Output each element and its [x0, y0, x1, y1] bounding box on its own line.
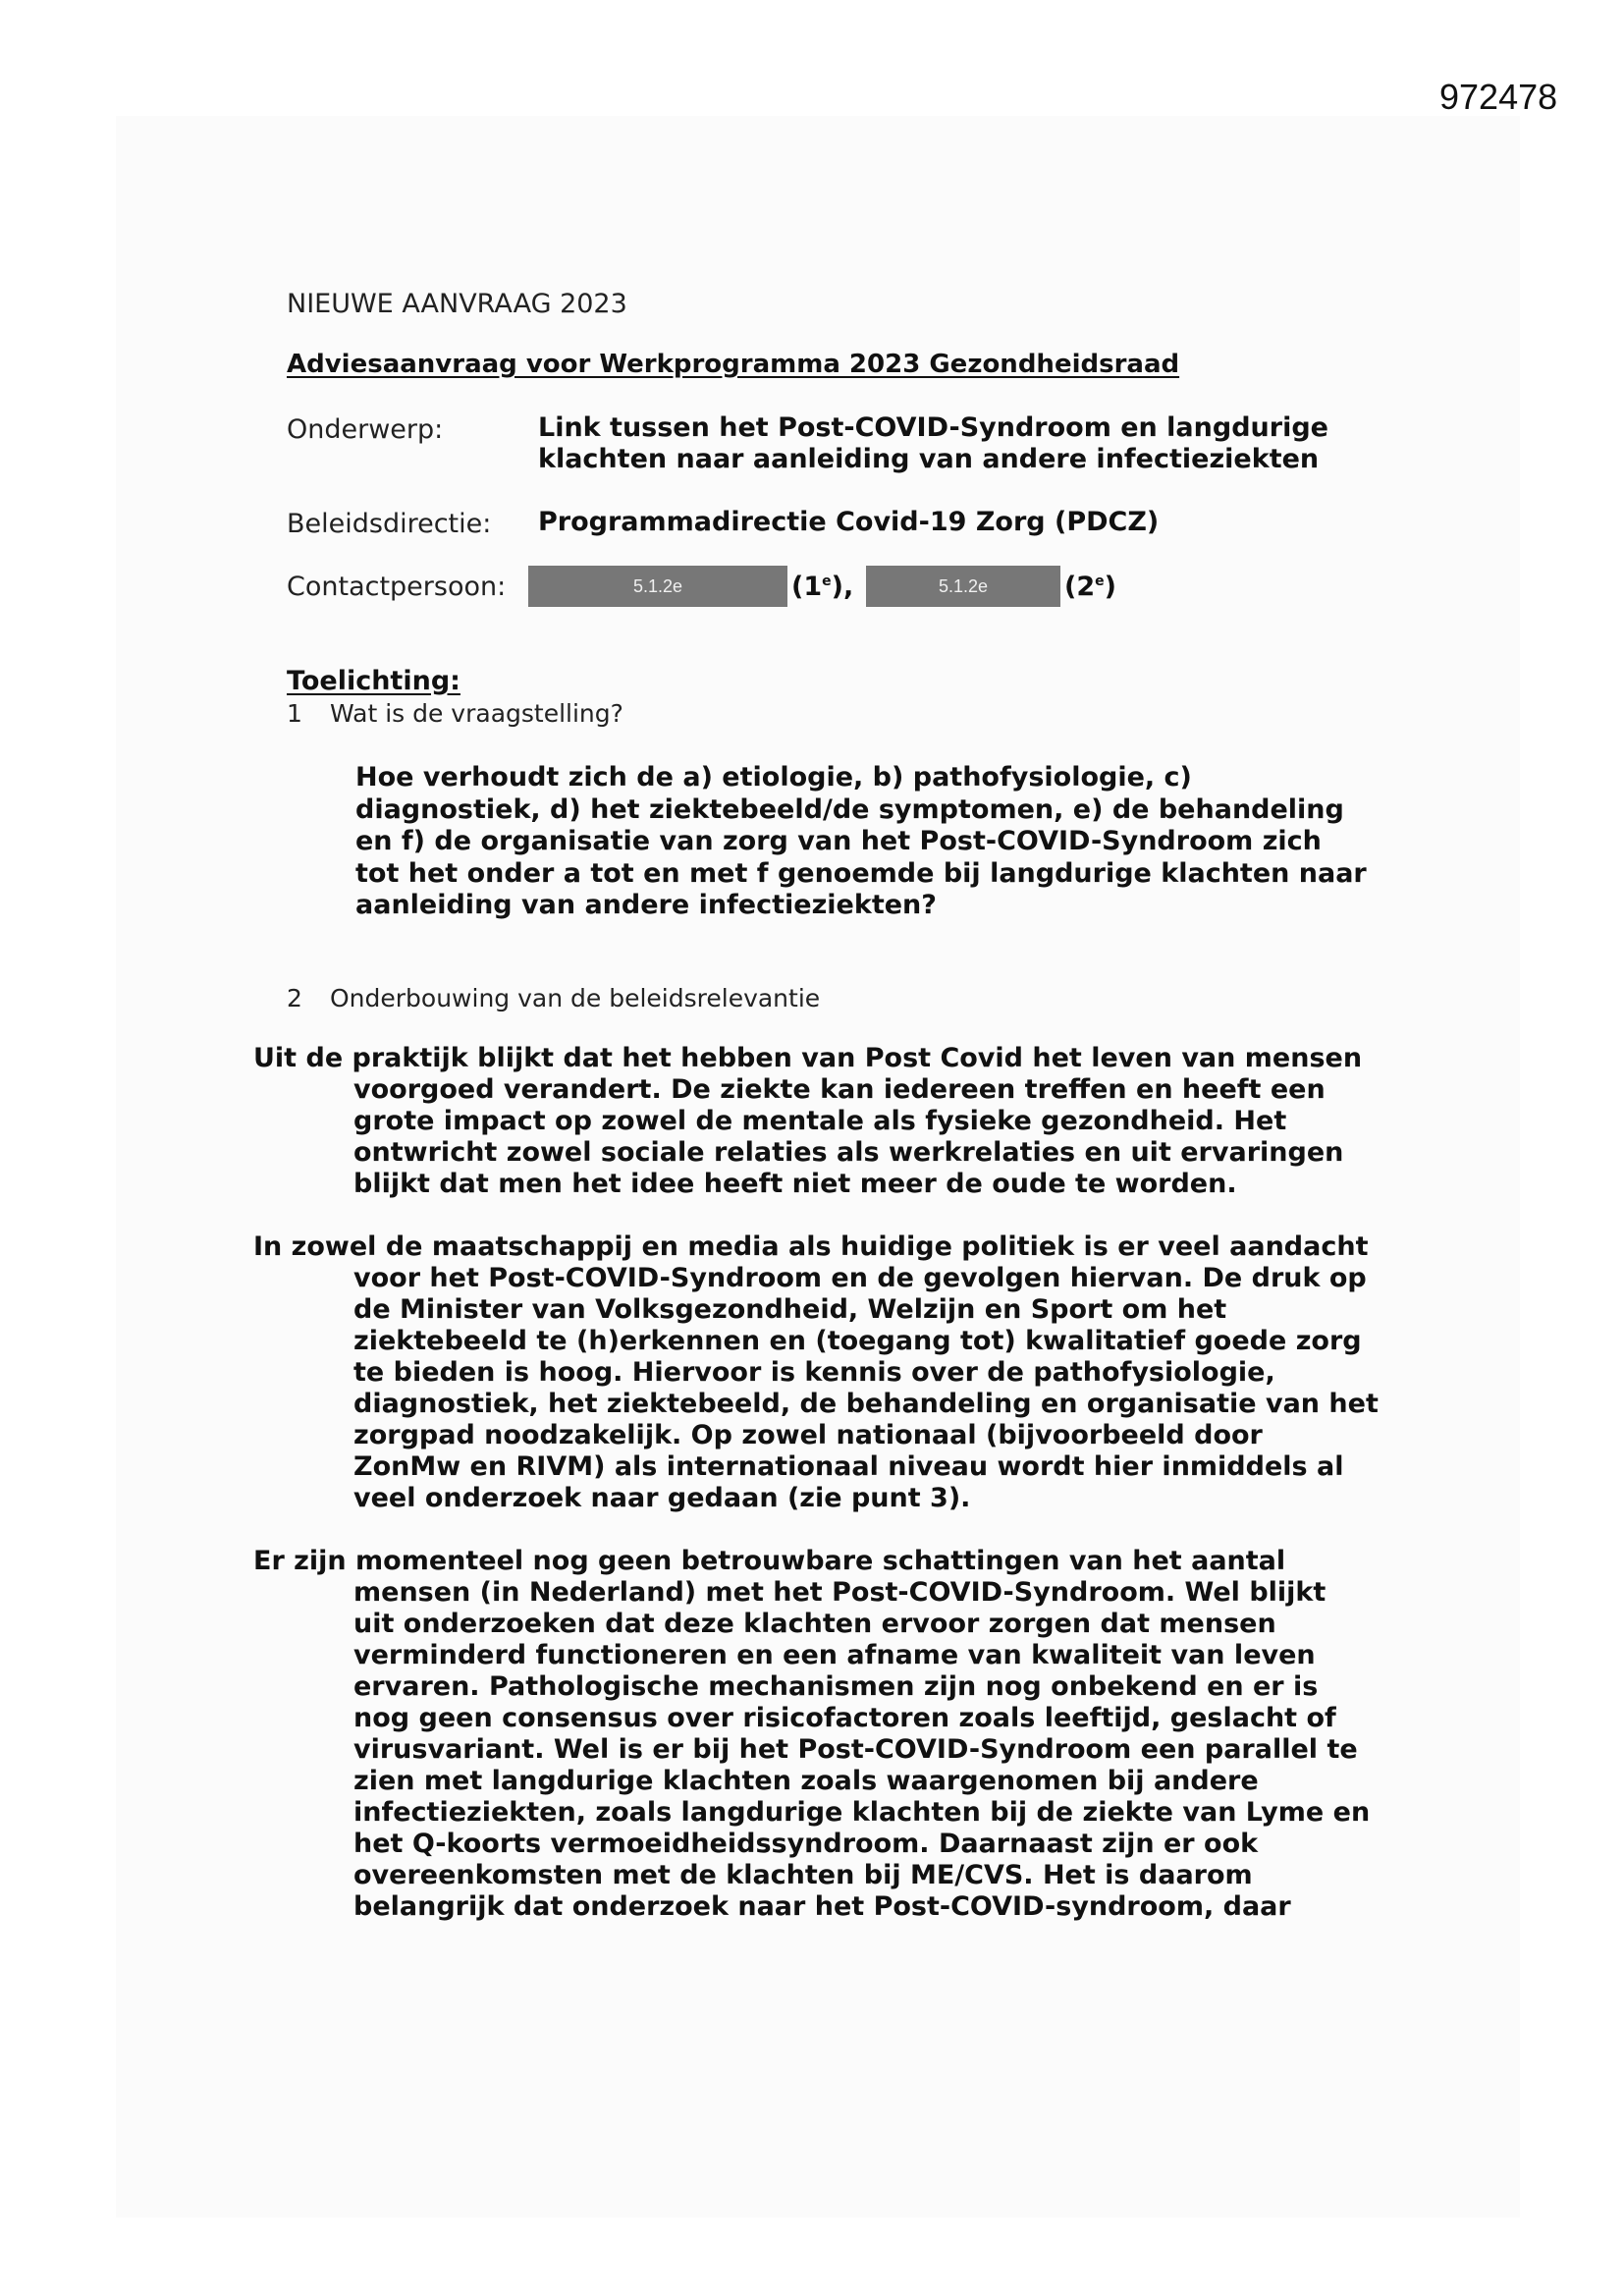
paragraph-line: te bieden is hoog. Hiervoor is kennis over de pathofysiologie,: [353, 1357, 1275, 1388]
paragraph-line: de Minister van Volksgezondheid, Welzijn en Sport om het: [353, 1294, 1227, 1325]
paragraph-first-line: Er zijn momenteel nog geen betrouwbare schattingen van het aantal: [253, 1546, 1286, 1576]
paragraph-line: belangrijk dat onderzoek naar het Post-COVID-syndroom, daar: [353, 1891, 1291, 1922]
contact-suffix-1: (1e),: [791, 572, 854, 602]
paragraph-line: infectieziekten, zoals langdurige klachten bij de ziekte van Lyme en: [353, 1797, 1371, 1828]
directorate-value: Programmadirectie Covid-19 Zorg (PDCZ): [538, 507, 1160, 537]
subject-value: [538, 412, 1328, 475]
paragraph-line: ontwricht zowel sociale relaties als werkrelaties en uit ervaringen: [353, 1137, 1344, 1168]
paragraph-1: [253, 1043, 1362, 1200]
paragraph-line: veel onderzoek naar gedaan (zie punt 3).: [353, 1483, 971, 1513]
paragraph-line: blijkt dat men het idee heeft niet meer de oude te worden.: [353, 1169, 1237, 1199]
answer-line: diagnostiek, d) het ziektebeeld/de symptomen, e) de behandeling: [355, 793, 1344, 825]
directorate-label: Beleidsdirectie:: [287, 509, 492, 539]
question-1-label: Wat is de vraagstelling?: [330, 699, 623, 728]
paragraph-2: [253, 1231, 1379, 1514]
document-title: Adviesaanvraag voor Werkprogramma 2023 Gezondheidsraad: [287, 350, 1180, 379]
paragraph-line: diagnostiek, het ziektebeeld, de behandeling en organisatie van het: [353, 1389, 1379, 1419]
subject-line-1: Link tussen het Post-COVID-Syndroom en langdurige: [538, 412, 1328, 443]
paragraph-line: ervaren. Pathologische mechanismen zijn nog onbekend en er is: [353, 1671, 1319, 1702]
redaction-box-2: 5.1.2e: [866, 566, 1060, 607]
paragraph-line: het Q-koorts vermoeidheidssyndroom. Daarnaast zijn er ook: [353, 1829, 1259, 1859]
paragraph-line: zien met langdurige klachten zoals waargenomen bij andere: [353, 1766, 1259, 1796]
question-1-answer: [355, 762, 1367, 922]
answer-line: tot het onder a tot en met f genoemde bij langdurige klachten naar: [355, 857, 1367, 889]
paragraph-line: overeenkomsten met de klachten bij ME/CVS. Het is daarom: [353, 1860, 1253, 1890]
paragraph-line: mensen (in Nederland) met het Post-COVID-Syndroom. Wel blijkt: [353, 1577, 1326, 1608]
question-2-label: Onderbouwing van de beleidsrelevantie: [330, 984, 821, 1012]
subject-line-2: klachten naar aanleiding van andere infectieziekten: [538, 444, 1320, 474]
paragraph-line: uit onderzoeken dat deze klachten ervoor zorgen dat mensen: [353, 1609, 1276, 1639]
answer-line: Hoe verhoudt zich de a) etiologie, b) pathofysiologie, c): [355, 762, 1192, 793]
paragraph-line: nog geen consensus over risicofactoren zoals leeftijd, geslacht of: [353, 1703, 1336, 1733]
paragraph-first-line: In zowel de maatschappij en media als huidige politiek is er veel aandacht: [253, 1231, 1369, 1262]
question-2-number: 2: [287, 984, 302, 1012]
paragraph-line: voor het Post-COVID-Syndroom en de gevolgen hiervan. De druk op: [353, 1263, 1367, 1293]
paragraph-line: virusvariant. Wel is er bij het Post-COVID-Syndroom een parallel te: [353, 1734, 1358, 1765]
redaction-box-1: 5.1.2e: [528, 566, 787, 607]
paragraph-line: verminderd functioneren en een afname van kwaliteit van leven: [353, 1640, 1316, 1670]
paragraph-line: voorgoed verandert. De ziekte kan iedereen treffen en heeft een: [353, 1074, 1326, 1105]
paragraph-3: [253, 1546, 1370, 1923]
section-heading: Toelichting:: [287, 666, 460, 696]
contact-suffix-2: (2e): [1064, 572, 1116, 602]
question-1-number: 1: [287, 699, 302, 728]
paragraph-line: grote impact op zowel de mentale als fysieke gezondheid. Het: [353, 1106, 1287, 1136]
paragraph-line: ZonMw en RIVM) als internationaal niveau wordt hier inmiddels al: [353, 1451, 1344, 1482]
request-type: NIEUWE AANVRAAG 2023: [287, 289, 627, 319]
paragraph-line: zorgpad noodzakelijk. Op zowel nationaal (bijvoorbeeld door: [353, 1420, 1263, 1450]
paragraph-line: ziektebeeld te (h)erkennen en (toegang tot) kwalitatief goede zorg: [353, 1326, 1362, 1356]
paragraph-first-line: Uit de praktijk blijkt dat het hebben van Post Covid het leven van mensen: [253, 1043, 1363, 1073]
subject-label: Onderwerp:: [287, 414, 444, 445]
answer-line: aanleiding van andere infectieziekten?: [355, 890, 937, 920]
contact-label: Contactpersoon:: [287, 572, 507, 602]
document-number: 972478: [1439, 77, 1558, 117]
answer-line: en f) de organisatie van zorg van het Post-COVID-Syndroom zich: [355, 826, 1322, 856]
